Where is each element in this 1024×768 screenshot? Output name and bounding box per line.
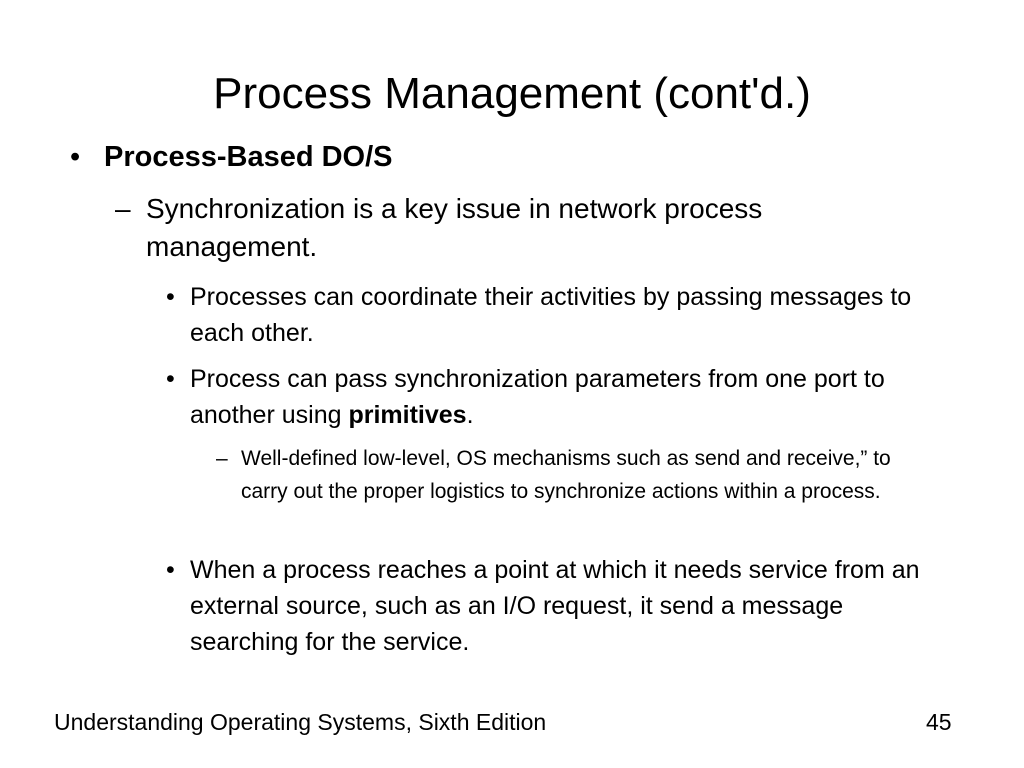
bullet-level3-primitives: [166, 361, 926, 433]
dash-marker: –: [216, 447, 228, 470]
dash-marker: –: [115, 193, 131, 224]
bullet-level4-mechanisms: [216, 442, 936, 508]
bullet-marker: •: [70, 141, 81, 173]
bullet-text: Process-Based DO/S: [104, 141, 393, 173]
bullet-text: Synchronization is a key issue in network process management.: [146, 193, 763, 262]
bullet-level3-external-service: [166, 552, 926, 660]
bullet-level3-coordinate: [166, 279, 926, 351]
bullet-level1-process-based: [70, 140, 950, 174]
bullet-marker: •: [166, 556, 175, 584]
bullet-marker: •: [166, 365, 175, 393]
bullet-text-part: .: [466, 401, 474, 429]
bullet-marker: •: [166, 283, 175, 311]
bullet-text: [190, 361, 926, 433]
bullet-text: Well-defined low-level, OS mechanisms such as send and receive,” to carry out the proper logistics to synchronize actions within a process.: [241, 447, 891, 503]
bullet-text-part: Process can pass synchronization parameters from one port to another using: [190, 365, 885, 429]
bullet-level2-synchronization: [115, 190, 915, 266]
bullet-text: Processes can coordinate their activities by passing messages to each other.: [190, 283, 912, 347]
page-number: 45: [926, 709, 952, 735]
slide-title: Process Management (cont'd.): [213, 69, 811, 118]
footer-book-title: Understanding Operating Systems, Sixth Edition: [54, 709, 547, 735]
bullet-text: When a process reaches a point at which it needs service from an external source, such as an I/O request, it send a message searching for the service.: [190, 556, 920, 656]
bullet-text-bold: primitives: [348, 401, 467, 429]
